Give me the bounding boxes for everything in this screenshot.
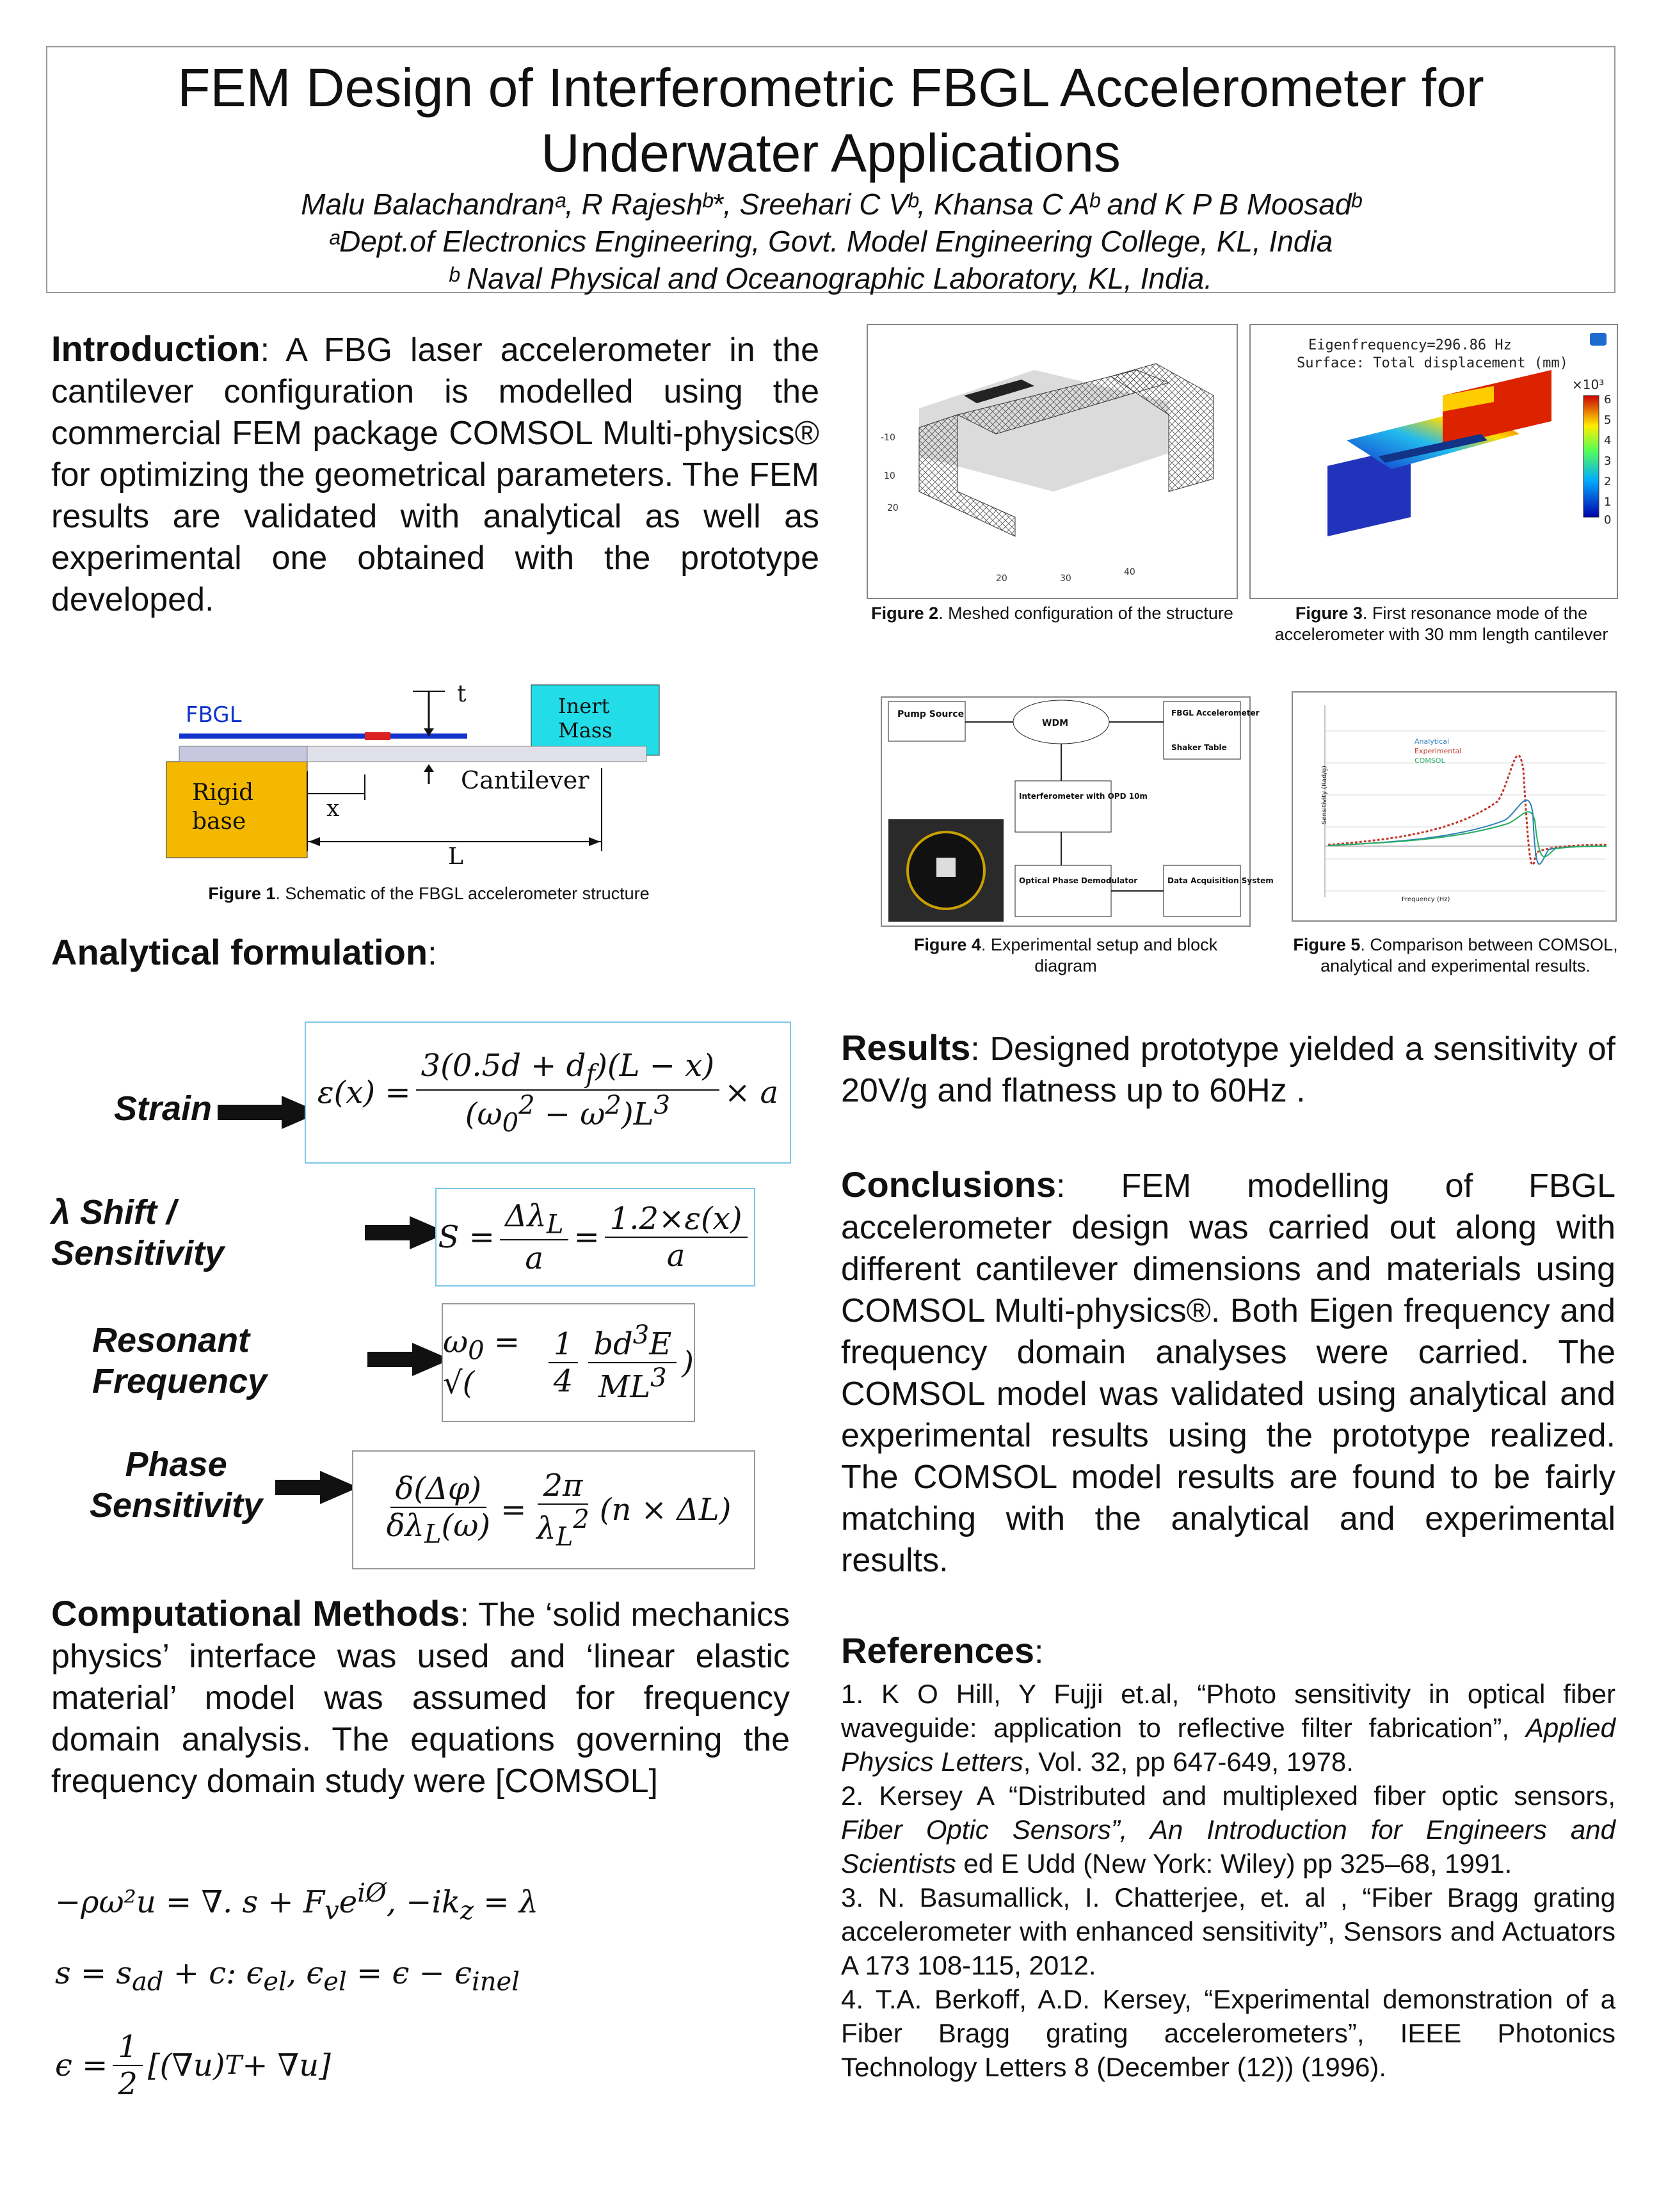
svg-text:Pump Source: Pump Source [897, 709, 965, 719]
comsol-equation-2: $s = s_{ad} + c$: $\epsilon_{el}$, $\epsilon_{el} = \epsilon - \epsilon_{inel}$ [55, 1955, 520, 1997]
results: Results: Designed prototype yielded a sensitivity of 20V/g and flatness up to 60Hz . [841, 1027, 1615, 1109]
svg-text:1: 1 [1604, 495, 1612, 509]
reference-4: 4. T.A. Berkoff, A.D. Kersey, “Experimental demonstration of a Fiber Bragg grating accelerometers”, IEEE Photonics Technology Letters 8 (December (12)) (1996). [841, 1984, 1615, 2082]
figure-2-mesh [867, 324, 1238, 599]
equation-strain: ε(x) = $\frac{3(0.5d + d_f)(L - x)}{(\omega_0^2 - \omega^2)L^3}$ × a [305, 1022, 791, 1164]
figure-4-setup [881, 696, 1274, 927]
svg-text:10: 10 [884, 471, 895, 481]
equation-resonant-frequency: $\omega_0$ = √( $\frac{1}{4}$ $\frac{bd^3E}{ML^3}$ ) [442, 1303, 695, 1422]
svg-text:3: 3 [1604, 454, 1612, 468]
figure-3-mode [1249, 324, 1618, 599]
svg-text:4: 4 [1604, 434, 1612, 447]
svg-text:×10³: ×10³ [1572, 377, 1605, 392]
svg-text:t: t [457, 681, 467, 707]
svg-text:Rigid: Rigid [192, 780, 254, 806]
references-list [841, 1677, 1615, 2084]
reference-3: 3. N. Basumallick, I. Chatterjee, et. al , “Fiber Bragg grating accelerometer with enhanced sensitivity”, Sensors and Actuators A 173 108-115, 2012. [841, 1882, 1615, 1980]
label-phase-sensitivity: Phase Sensitivity [90, 1445, 263, 1525]
svg-text:Shaker Table: Shaker Table [1171, 743, 1227, 752]
arrow-resonant [367, 1343, 451, 1379]
poster-title-line1: FEM Design of Interferometric FBGL Accelerometer for [177, 58, 1484, 118]
introduction-text: : A FBG laser accelerometer in the cantilever configuration is modelled using the commercial FEM package COMSOL Multi-physics® for optimizing the geometrical parameters. The FEM results are validated with analytical as well as experimental one obtained with the prototype developed. [51, 332, 819, 618]
svg-text:Optical Phase Demodulator: Optical Phase Demodulator [1019, 876, 1138, 885]
computational-methods: Computational Methods: The ‘solid mechanics physics’ interface was used and ‘linear elastic material’ model was assumed for frequency domain analysis. The equations governing the frequency domain study were [COMSOL] [51, 1593, 790, 1800]
label-lambda-shift: λ Shift / Sensitivity [51, 1193, 225, 1272]
introduction [51, 328, 819, 621]
svg-text:Surface: Total displacement (m: Surface: Total displacement (mm) [1297, 355, 1568, 371]
svg-text:FBGL: FBGL [186, 702, 242, 728]
svg-text:COMSOL: COMSOL [1415, 757, 1445, 765]
svg-text:6: 6 [1604, 393, 1612, 406]
reference-2: 2. Kersey A “Distributed and multiplexed fiber optic sensors, Fiber Optic Sensors”, An Introduction for Engineers and Scientists ed E Udd (New York: Wiley) pp 325–68, 1991. [841, 1781, 1615, 1879]
svg-text:Inert: Inert [558, 694, 610, 718]
figure-1-caption: Figure 1. Schematic of the FBGL accelerometer structure [208, 884, 650, 903]
svg-text:0: 0 [1604, 513, 1612, 527]
svg-text:20: 20 [887, 503, 899, 513]
figure-5-comparison [1292, 691, 1617, 922]
svg-text:L: L [448, 844, 463, 870]
mesh-image [868, 325, 1237, 598]
svg-text:Sensitivity (Rad/g): Sensitivity (Rad/g) [1321, 765, 1328, 824]
svg-text:base: base [192, 808, 246, 835]
equation-phase-sensitivity: $\frac{\delta(\Delta\varphi)}{\delta\lambda_L(\omega)}$ = $\frac{2\pi}{\lambda_L^2}$ (n × ΔL) [352, 1450, 755, 1569]
conclusions: Conclusions: FEM modelling of FBGL accelerometer design was carried out along with different cantilever dimensions and materials using COMSOL Multi-physics®. Both Eigen frequency and frequency domain analyses were carried. The COMSOL model was validated using analytical and experimental results using the prototype realized. The COMSOL model results are found to be fairly matching with the analytical and experimental results. [841, 1164, 1615, 1579]
authors: Malu Balachandranᵃ, R Rajeshᵇ*, Sreehari C Vᵇ, Khansa C Aᵇ and K P B Moosadᵇ [301, 188, 1361, 221]
figure-4-caption: Figure 4. Experimental setup and block diagram [913, 935, 1218, 975]
svg-text:30: 30 [1060, 573, 1071, 584]
references-heading: References: [841, 1630, 1044, 1671]
label-strain: Strain [114, 1089, 212, 1128]
title-box [46, 46, 1615, 293]
analytical-formulation-heading: Analytical formulation: [51, 932, 437, 972]
svg-text:x: x [326, 796, 340, 822]
svg-text:Cantilever: Cantilever [461, 766, 589, 794]
svg-text:Interferometer with OPD 10m: Interferometer with OPD 10m [1019, 792, 1148, 801]
poster-title-line2: Underwater Applications [541, 123, 1121, 183]
introduction-heading: Introduction [51, 328, 260, 369]
svg-text:Mass: Mass [558, 718, 613, 742]
figure-2-caption: Figure 2. Meshed configuration of the structure [871, 604, 1233, 623]
resonance-image [1251, 325, 1617, 598]
svg-text:Experimental: Experimental [1415, 747, 1462, 755]
svg-text:WDM: WDM [1042, 718, 1068, 728]
arrow-phase [275, 1471, 358, 1507]
label-resonant-frequency: Resonant Frequency [92, 1321, 268, 1400]
affiliation-b: ᵇ Naval Physical and Oceanographic Laboratory, KL, India. [449, 262, 1213, 295]
figure-5-caption: Figure 5. Comparison between COMSOL, analytical and experimental results. [1293, 935, 1618, 975]
reference-1: 1. K O Hill, Y Fujji et.al, “Photo sensitivity in optical fiber waveguide: application to reflective filter fabrication”, Applied Physics Letters, Vol. 32, pp 647-649, 1978. [841, 1679, 1615, 1777]
svg-text:Analytical: Analytical [1415, 737, 1450, 746]
svg-text:Data Acquisition System: Data Acquisition System [1167, 876, 1274, 885]
affiliation-a: ᵃDept.of Electronics Engineering, Govt. Model Engineering College, KL, India [328, 225, 1333, 258]
svg-text:40: 40 [1124, 567, 1135, 577]
svg-text:5: 5 [1604, 413, 1612, 427]
svg-text:2: 2 [1604, 475, 1612, 488]
svg-text:FBGL Accelerometer: FBGL Accelerometer [1171, 709, 1260, 717]
figure-3-caption: Figure 3. First resonance mode of the accelerometer with 30 mm length cantilever [1274, 604, 1608, 644]
comsol-equation-1: −ρω²u = ∇. $s + F_ve^{iØ}$, $-ik_z = \lambda$ [55, 1879, 539, 1926]
figure-1-schematic [166, 672, 672, 870]
svg-text:20: 20 [996, 573, 1007, 584]
comsol-equation-3: ϵ = $\frac{1}{2}$ [(∇u) T + ∇u] [55, 2029, 331, 2102]
svg-text:Frequency (Hz): Frequency (Hz) [1402, 896, 1450, 903]
svg-text:-10: -10 [881, 433, 895, 443]
equation-sensitivity: S = $\frac{\Delta\lambda_L}{a}$ = $\frac{1.2\times\varepsilon(x)}{a}$ [435, 1188, 755, 1286]
svg-text:Eigenfrequency=296.86 Hz: Eigenfrequency=296.86 Hz [1308, 337, 1512, 353]
